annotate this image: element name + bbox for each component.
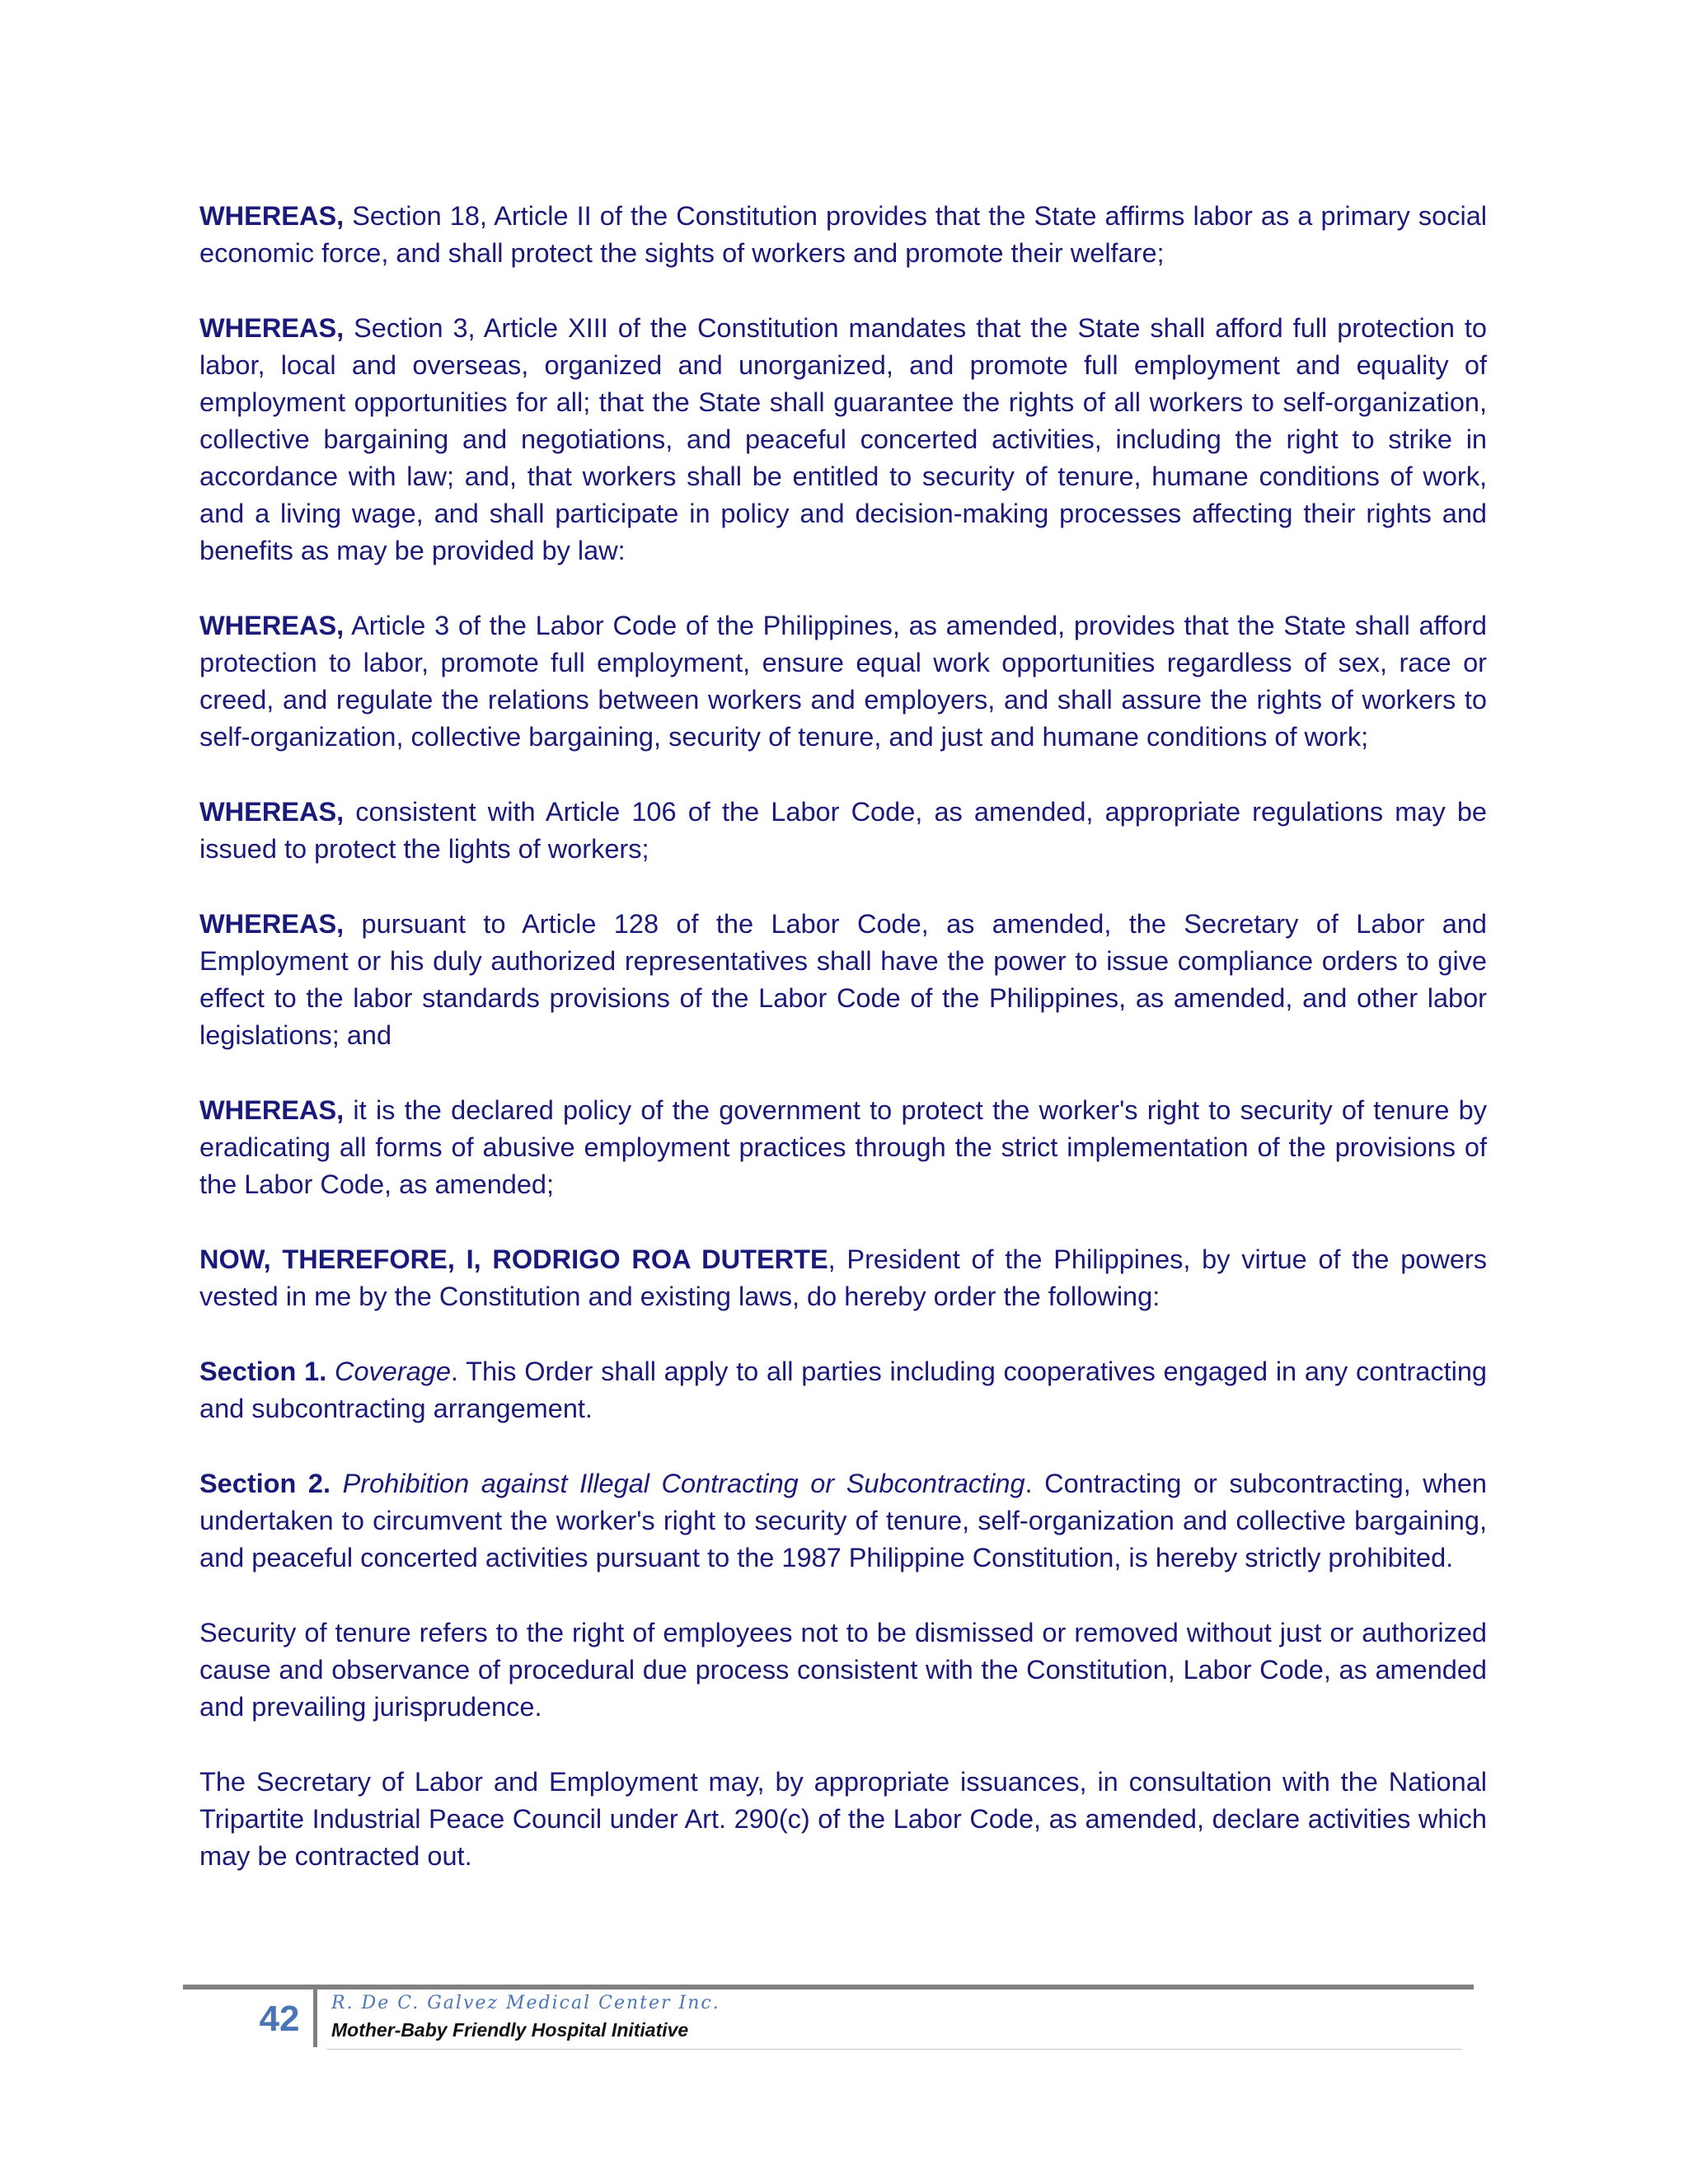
- paragraph-lead: WHEREAS,: [199, 313, 345, 343]
- whereas-paragraph-4: [199, 794, 1487, 868]
- document-body: [199, 198, 1487, 1913]
- paragraph-text: . Contracting or subcontracting, when undertaken to circumvent the worker's right to security of tenure, self-organization and collective bargaining, and peaceful concerted activities pursuant to the 1987 Philippine Constitution, is hereby strictly prohibited.: [199, 1469, 1487, 1572]
- paragraph-text: it is the declared policy of the government to protect the worker's right to security of tenure by eradicating all forms of abusive employment practices through the strict implementation of the provisions of the Labor Code, as amended;: [199, 1095, 1487, 1199]
- whereas-paragraph-5: [199, 906, 1487, 1054]
- paragraph-lead: WHEREAS,: [199, 797, 345, 827]
- now-therefore-paragraph: [199, 1241, 1487, 1315]
- paragraph-text: Security of tenure refers to the right of employees not to be dismissed or removed without just or authorized cause and observance of procedural due process consistent with the Constitution, Labor Code, as amended and prevailing jurisprudence.: [199, 1618, 1487, 1722]
- footer-underline: [326, 2049, 1462, 2050]
- section-heading: Section 2.: [199, 1469, 331, 1498]
- paragraph-lead: NOW, THEREFORE, I, RODRIGO ROA DUTERTE: [199, 1244, 828, 1274]
- whereas-paragraph-2: [199, 310, 1487, 569]
- page-number: 42: [259, 1999, 300, 2039]
- whereas-paragraph-1: [199, 198, 1487, 272]
- footer-divider: [313, 1990, 317, 2047]
- paragraph-text: The Secretary of Labor and Employment may, by appropriate issuances, in consultation with the National Tripartite Industrial Peace Council under Art. 290(c) of the Labor Code, as amended, declare activities which may be contracted out.: [199, 1767, 1487, 1871]
- paragraph-text: Section 3, Article XIII of the Constitution mandates that the State shall afford full protection to labor, local and overseas, organized and unorganized, and promote full employment and equality of employment opportunities for all; that the State shall guarantee the rights of all workers to self-organization, collective bargaining and negotiations, and peaceful concerted activities, including the right to strike in accordance with law; and, that workers shall be entitled to security of tenure, humane conditions of work, and a living wage, and shall participate in policy and decision-making processes affecting their rights and benefits as may be provided by law:: [199, 313, 1487, 565]
- section-title: Coverage: [326, 1357, 451, 1386]
- paragraph-text: Section 18, Article II of the Constitution provides that the State affirms labor as a primary social economic force, and shall protect the sights of workers and promote their welfare;: [199, 201, 1487, 268]
- paragraph-lead: WHEREAS,: [199, 909, 345, 939]
- paragraph-text: , President of the Philippines, by virtue of the powers vested in me by the Constitution and existing laws, do hereby order the following:: [199, 1244, 1487, 1311]
- secretary-paragraph: [199, 1764, 1487, 1875]
- security-of-tenure-paragraph: [199, 1615, 1487, 1726]
- section-title: Prohibition against Illegal Contracting or Subcontracting: [331, 1469, 1025, 1498]
- section-1-paragraph: [199, 1353, 1487, 1427]
- section-heading: Section 1.: [199, 1357, 327, 1386]
- footer-rule: [183, 1985, 1474, 1990]
- paragraph-text: Article 3 of the Labor Code of the Philippines, as amended, provides that the State shall afford protection to labor, promote full employment, ensure equal work opportunities regardless of sex, race or creed, and regulate the relations between workers and employers, and shall assure the rights of workers to self-organization, collective bargaining, security of tenure, and just and humane conditions of work;: [199, 611, 1487, 752]
- whereas-paragraph-6: [199, 1092, 1487, 1203]
- paragraph-lead: WHEREAS,: [199, 201, 345, 231]
- footer-initiative: Mother-Baby Friendly Hospital Initiative: [331, 2019, 689, 2041]
- paragraph-lead: WHEREAS,: [199, 611, 345, 640]
- paragraph-text: . This Order shall apply to all parties including cooperatives engaged in any contracting and subcontracting arrangement.: [199, 1357, 1487, 1423]
- footer-organization: R. De C. Galvez Medical Center Inc.: [331, 1993, 720, 2013]
- paragraph-text: pursuant to Article 128 of the Labor Code, as amended, the Secretary of Labor and Employment or his duly authorized representatives shall have the power to issue compliance orders to give effect to the labor standards provisions of the Labor Code of the Philippines, as amended, and other labor legislations; and: [199, 909, 1487, 1050]
- paragraph-lead: WHEREAS,: [199, 1095, 345, 1125]
- whereas-paragraph-3: [199, 607, 1487, 756]
- paragraph-text: consistent with Article 106 of the Labor Code, as amended, appropriate regulations may be issued to protect the lights of workers;: [199, 797, 1487, 864]
- section-2-paragraph: [199, 1465, 1487, 1577]
